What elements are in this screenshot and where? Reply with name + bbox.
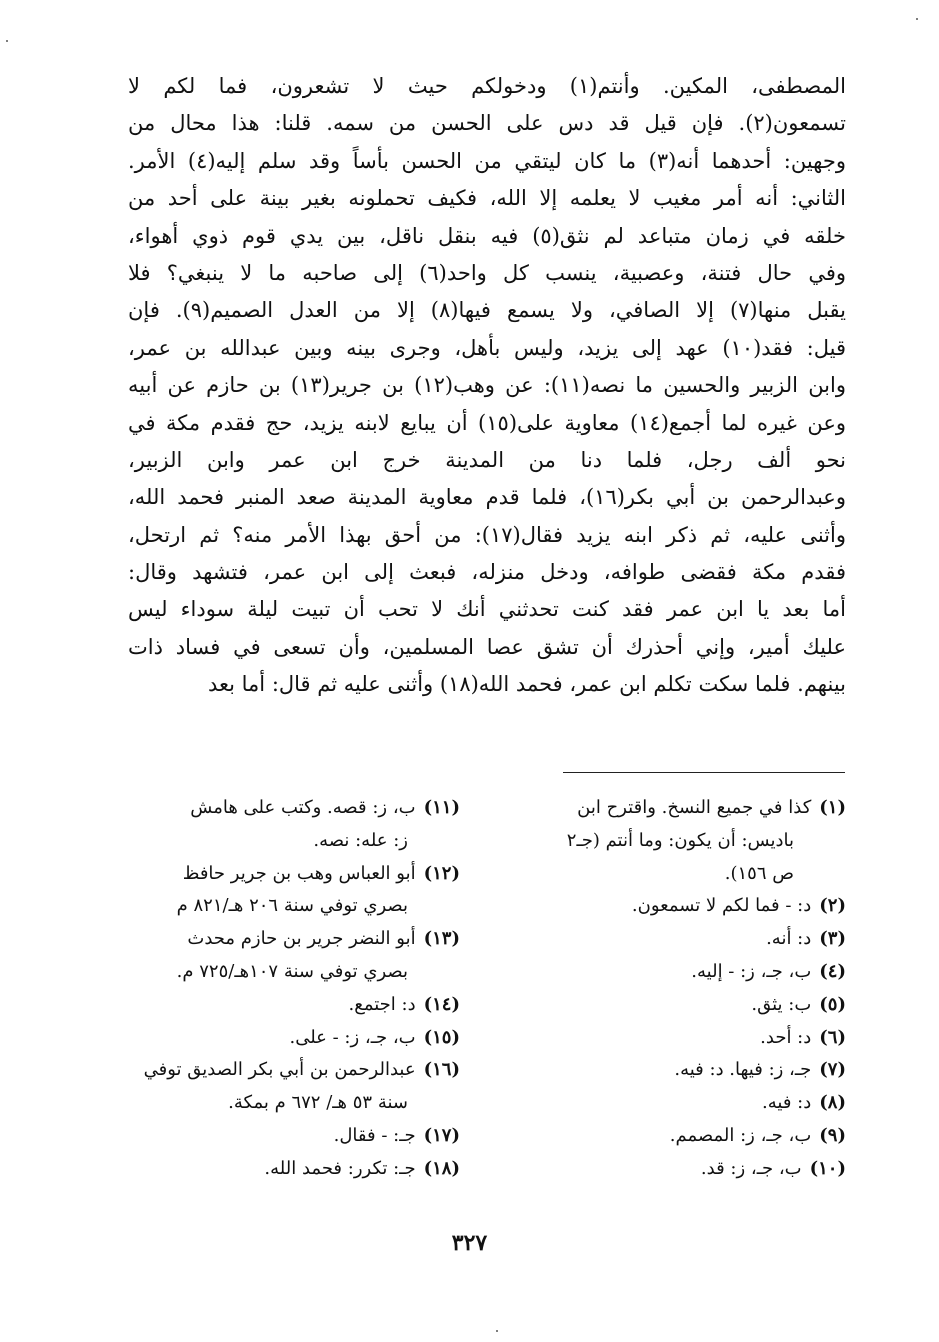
footnote-text: د: أحد. bbox=[760, 1026, 812, 1048]
scan-speck bbox=[496, 1330, 498, 1332]
footnote-text: ز: عله: نصه. bbox=[313, 829, 408, 851]
text-line: وجهين: أحدهما أنه(٣) ما كان ليتقي من الحسن بأساً وقد سلم إليه(٤) الأمر. bbox=[128, 148, 846, 173]
footnote-continuation bbox=[128, 1087, 460, 1120]
footnote-text: ب، جـ، ز: - على. bbox=[289, 1026, 416, 1048]
footnote-text: ب، جـ، ز: - إليه. bbox=[691, 960, 812, 982]
footnote-number: (١) bbox=[819, 797, 846, 818]
footnote-text: بصري توفي سنة ٢٠٦ هـ/٨٢١ م bbox=[176, 895, 408, 917]
footnote bbox=[128, 1120, 460, 1153]
footnote-text: د: فيه. bbox=[762, 1092, 812, 1114]
footnote bbox=[508, 890, 846, 923]
footnote-text: باديس: أن يكون: وما أنتم (جـ٢ bbox=[566, 829, 794, 851]
footnote-number: (١١) bbox=[423, 797, 460, 818]
footnote-number: (١٢) bbox=[423, 862, 460, 884]
page-number: ٣٢٧ bbox=[451, 1230, 488, 1256]
footnote-text: ب، ز: قصه. وكتب على هامش bbox=[190, 797, 416, 818]
text-line: وابن الزبير والحسين ما نصه(١١): عن وهب(١٢) بن جرير(١٣) بن حازم عن أبيه bbox=[128, 373, 846, 398]
footnote bbox=[508, 1054, 846, 1087]
text-line: بينهم. فلما سكت تكلم ابن عمر، فحمد الله(١٨) وأثنى عليه ثم قال: أما بعد bbox=[207, 672, 846, 697]
scan-speck bbox=[916, 18, 918, 20]
footnote bbox=[128, 1153, 460, 1186]
footnote-text: د: أنه. bbox=[766, 928, 812, 950]
footnote-number: (٢) bbox=[819, 895, 846, 917]
footnote-text: ص ١٥٦). bbox=[724, 862, 794, 884]
footnote bbox=[508, 1120, 846, 1153]
footnote-separator bbox=[563, 772, 845, 773]
footnote-text: أبو النضر جرير بن حازم محدث bbox=[187, 928, 416, 950]
footnote-number: (١٤) bbox=[423, 993, 460, 1015]
footnote-continuation bbox=[128, 956, 460, 989]
footnote-text: ب، جـ، ز: قد. bbox=[700, 1157, 802, 1179]
footnote-text: ب، جـ، ز: المصمم. bbox=[669, 1124, 812, 1146]
text-line: فقدم مكة فقضى طوافه، ودخل منزله، فبعث إلى ابن عمر، فتشهد وقال: bbox=[128, 560, 846, 585]
text-line: أما بعد يا ابن عمر فقد كنت تحدثني أنك لا تحب أن تبيت ليلة سوداء ليس bbox=[128, 597, 846, 622]
footnote bbox=[128, 1054, 460, 1087]
text-line: خلقه في زمان متباعد لم نثق(٥) فيه بنقل ناقل، بين يدي قوم ذوي أهواء، bbox=[128, 223, 846, 248]
text-line: يقبل منها(٧) إلا الصافي، ولا يسمع فيها(٨) إلا من العدل الصميم(٩). فإن bbox=[128, 298, 846, 323]
footnote-text: بصري توفي سنة ١٠٧هـ/٧٢٥ م. bbox=[176, 960, 408, 982]
footnote-continuation bbox=[508, 858, 846, 891]
footnote bbox=[128, 858, 460, 891]
footnote bbox=[128, 1022, 460, 1055]
text-line: عليك أمير، وإني أحذرك أن تشق عصا المسلمين، وأن تسعى في فساد ذات bbox=[128, 634, 846, 659]
footnote-continuation bbox=[508, 825, 846, 858]
footnote bbox=[508, 792, 846, 825]
scan-speck bbox=[6, 40, 8, 42]
text-line: وعن غيره لما أجمع(١٤) معاوية على(١٥) أن يبايع لابنه يزيد، حج فقدم مكة في bbox=[128, 410, 846, 435]
footnote-text: كذا في جميع النسخ. واقترح ابن bbox=[577, 797, 812, 818]
footnote bbox=[128, 923, 460, 956]
footnote-text: أبو العباس وهب بن جرير حافظ bbox=[182, 862, 416, 884]
footnote bbox=[508, 1153, 846, 1186]
footnote bbox=[508, 923, 846, 956]
footnotes-right-column bbox=[508, 792, 846, 1186]
footnote bbox=[508, 956, 846, 989]
text-line: المصطفى، المكين. وأنتم(١) ودخولكم حيث لا تشعرون، فما لكم لا bbox=[128, 74, 846, 98]
footnote-text: ب: يثق. bbox=[751, 993, 812, 1015]
footnote-number: (٤) bbox=[819, 960, 846, 982]
footnote-number: (١٧) bbox=[423, 1124, 460, 1146]
footnote-number: (٥) bbox=[819, 993, 846, 1015]
footnote-number: (١٠) bbox=[809, 1157, 846, 1179]
main-text bbox=[128, 68, 846, 704]
text-line: وأثنى عليه، ثم ذكر ابنه يزيد فقال(١٧): من أحق بهذا الأمر منه؟ ثم ارتحل، bbox=[128, 522, 846, 547]
footnote bbox=[508, 989, 846, 1022]
footnote-number: (٨) bbox=[819, 1092, 846, 1114]
footnote-number: (١٦) bbox=[423, 1059, 460, 1081]
footnote-text: د: - فما لكم لا تسمعون. bbox=[631, 895, 812, 917]
footnotes-left-column bbox=[128, 792, 460, 1186]
footnote-text: سنة ٥٣ هـ/ ٦٧٢ م بمكة. bbox=[228, 1092, 408, 1114]
footnote-number: (١٥) bbox=[423, 1026, 460, 1048]
footnote bbox=[508, 1022, 846, 1055]
footnote-number: (٩) bbox=[819, 1124, 846, 1146]
footnote bbox=[128, 989, 460, 1022]
footnote-number: (١٨) bbox=[423, 1157, 460, 1179]
footnote-number: (٧) bbox=[819, 1059, 846, 1081]
text-line: تسمعون(٢). فإن قيل قد دس على الحسن من سمه. قلنا: هذا محال من bbox=[128, 111, 846, 136]
footnote-text: جـ: - فقال. bbox=[333, 1124, 416, 1146]
footnote-continuation bbox=[128, 890, 460, 923]
text-line: وفي حال فتنة، وعصبية، ينسب كل واحد(٦) إلى صاحبه ما لا ينبغي؟ فلا bbox=[128, 260, 846, 285]
footnote-number: (١٣) bbox=[423, 928, 460, 950]
footnote-number: (٦) bbox=[819, 1026, 846, 1048]
text-line: الثاني: أنه أمر مغيب لا يعلمه إلا الله، فكيف تحملونه بغير بينة على أحد من bbox=[128, 186, 846, 211]
footnote-text: عبدالرحمن بن أبي بكر الصديق توفي bbox=[143, 1059, 416, 1081]
text-line: نحو ألف رجل، فلما دنا من المدينة خرج ابن عمر وابن الزبير، bbox=[128, 447, 846, 472]
footnote-text: د: اجتمع. bbox=[348, 993, 416, 1015]
footnote-text: جـ، ز: فيها. د: فيه. bbox=[674, 1059, 812, 1081]
footnote-text: جـ: تكرر: فحمد الله. bbox=[264, 1157, 416, 1179]
text-line: قيل: فقد(١٠) عهد إلى يزيد، وليس بأهل، وجرى بينه وبين عبدالله بن عمر، bbox=[128, 335, 846, 360]
footnote bbox=[128, 792, 460, 825]
footnote-number: (٣) bbox=[819, 928, 846, 950]
text-line: وعبدالرحمن بن أبي بكر(١٦)، فلما قدم معاوية المدينة صعد المنبر فحمد الله، bbox=[128, 485, 846, 510]
footnote bbox=[508, 1087, 846, 1120]
footnote-continuation bbox=[128, 825, 460, 858]
